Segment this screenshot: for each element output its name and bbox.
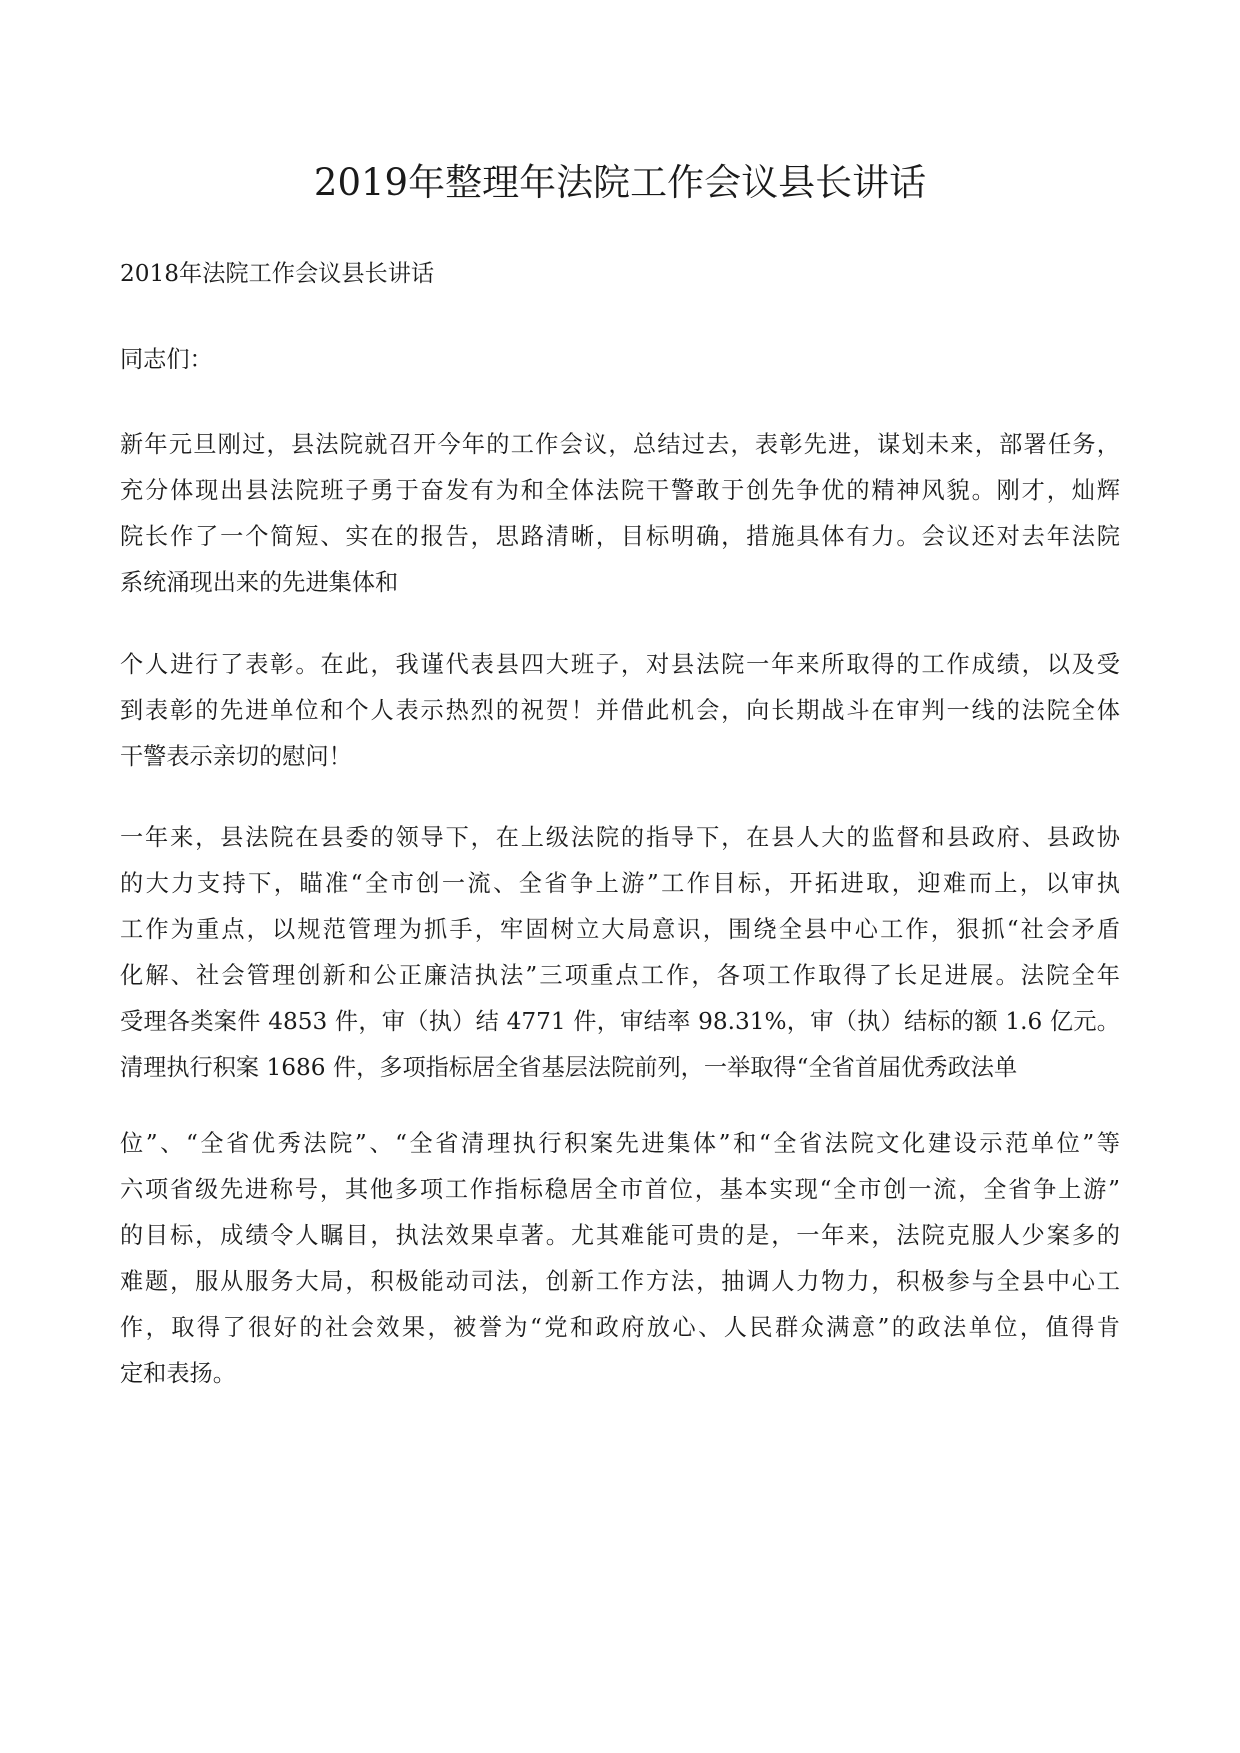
paragraph-line: 充分体现出县法院班子勇于奋发有为和全体法院干警敢于创先争优的精神风貌。刚才，灿辉 — [120, 477, 1120, 504]
paragraph-line: 的目标，成绩令人瞩目，执法效果卓著。尤其难能可贵的是，一年来，法院克服人少案多的 — [120, 1222, 1120, 1249]
paragraph-line: 定和表扬。 — [120, 1360, 236, 1387]
paragraph-4 — [120, 1121, 1120, 1397]
paragraph-line: 化解、社会管理创新和公正廉洁执法”三项重点工作，各项工作取得了长足进展。法院全年 — [120, 962, 1120, 989]
paragraph-line: 干警表示亲切的慰问！ — [120, 743, 352, 770]
paragraph-line: 六项省级先进称号，其他多项工作指标稳居全市首位，基本实现“全市创一流，全省争上游” — [120, 1176, 1120, 1203]
subtitle-line: 2018年法院工作会议县长讲话 — [120, 260, 435, 287]
paragraph-line: 新年元旦刚过，县法院就召开今年的工作会议，总结过去，表彰先进，谋划未来，部署任务， — [120, 431, 1120, 458]
paragraph-line: 作，取得了很好的社会效果，被誉为“党和政府放心、人民群众满意”的政法单位，值得肯 — [120, 1314, 1120, 1341]
paragraph-2 — [120, 642, 1120, 780]
paragraph-line: 位”、“全省优秀法院”、“全省清理执行积案先进集体”和“全省法院文化建设示范单位”等 — [120, 1130, 1120, 1157]
paragraph-line: 的大力支持下，瞄准“全市创一流、全省争上游”工作目标，开拓进取，迎难而上，以审执 — [120, 870, 1120, 897]
paragraph-line: 难题，服从服务大局，积极能动司法，创新工作方法，抽调人力物力，积极参与全县中心工 — [120, 1268, 1120, 1295]
paragraph-line: 到表彰的先进单位和个人表示热烈的祝贺！并借此机会，向长期战斗在审判一线的法院全体 — [120, 697, 1120, 724]
paragraph-3 — [120, 815, 1120, 1091]
paragraph-1 — [120, 422, 1120, 606]
document-title: 2019年整理年法院工作会议县长讲话 — [313, 161, 927, 204]
paragraph-line: 个人进行了表彰。在此，我谨代表县四大班子，对县法院一年来所取得的工作成绩，以及受 — [120, 651, 1120, 678]
paragraph-line: 一年来，县法院在县委的领导下，在上级法院的指导下，在县人大的监督和县政府、县政协 — [120, 824, 1120, 851]
paragraph-line: 清理执行积案 1686 件，多项指标居全省基层法院前列，一举取得“全省首届优秀政法单 — [120, 1054, 1018, 1081]
paragraph-line: 工作为重点，以规范管理为抓手，牢固树立大局意识，围绕全县中心工作，狠抓“社会矛盾 — [120, 916, 1120, 943]
paragraph-line: 受理各类案件 4853 件，审（执）结 4771 件，审结率 98.31%，审（执）结标的额 1.6 亿元。 — [120, 1008, 1120, 1035]
salutation-line: 同志们： — [120, 346, 213, 373]
salutation — [120, 337, 1120, 383]
document-subtitle — [120, 251, 1120, 297]
paragraph-line: 系统涌现出来的先进集体和 — [120, 569, 399, 596]
paragraph-line: 院长作了一个简短、实在的报告，思路清晰，目标明确，措施具体有力。会议还对去年法院 — [120, 523, 1120, 550]
